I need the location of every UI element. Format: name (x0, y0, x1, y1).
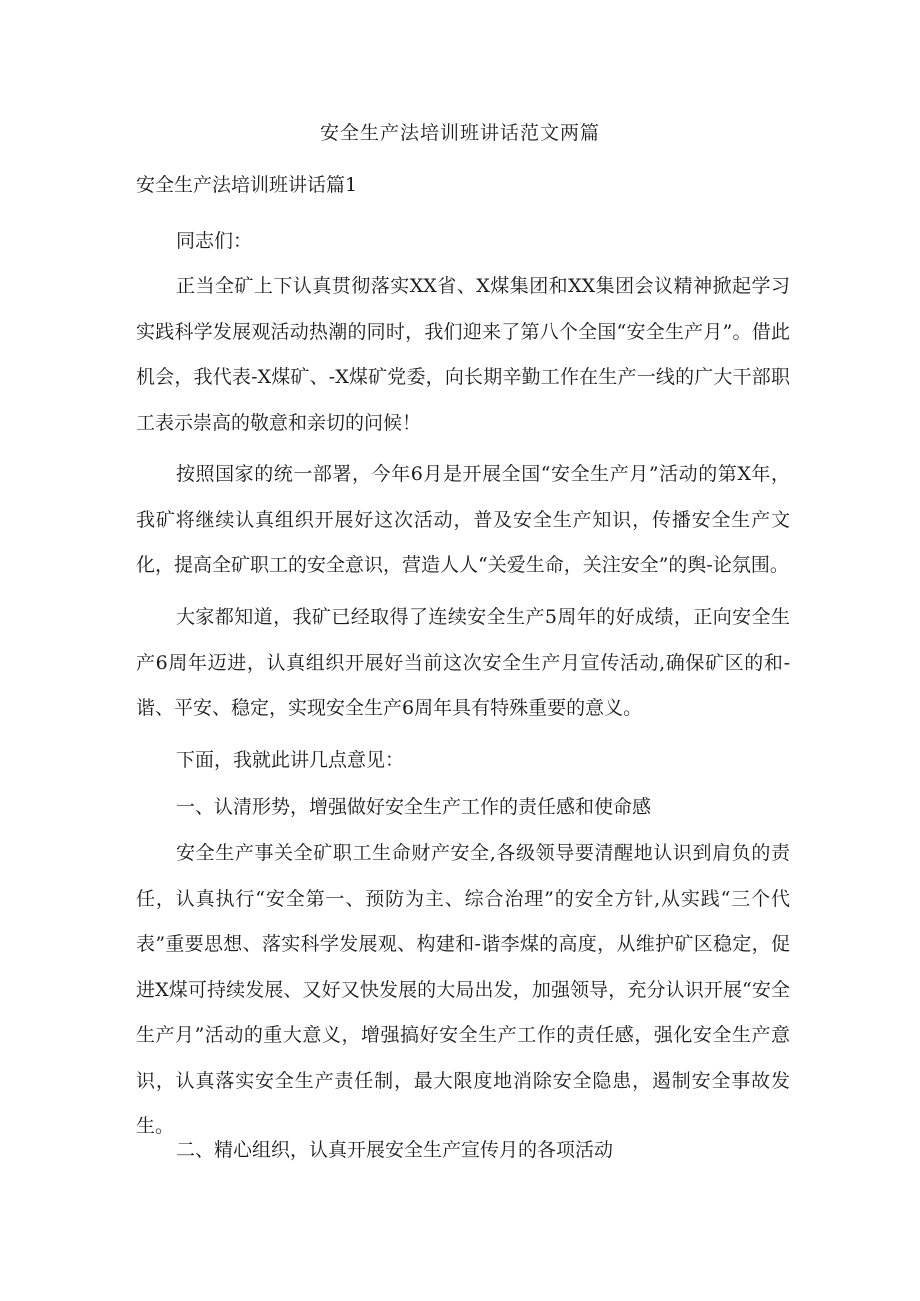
heading-point-two: 二、精心组织，认真开展安全生产宣传月的各项活动 (176, 1139, 614, 1161)
section-heading: 安全生产法培训班讲话篇1 (136, 174, 358, 196)
paragraph-opinions-intro: 下面，我就此讲几点意见： (176, 749, 405, 771)
heading-point-one: 一、认清形势，增强做好安全生产工作的责任感和使命感 (176, 796, 652, 818)
paragraph-deployment: 按照国家的统一部署，今年6月是开展全国“安全生产月”活动的第X年，我矿将继续认真组织开展好这次活动，普及安全生产知识，传播安全生产文化，提高全矿职工的安全意识，营造人人“关爱生命，关注安全”的舆-论氛围。 (136, 463, 790, 576)
document-title: 安全生产法培训班讲话范文两篇 (319, 122, 600, 144)
paragraph-intro: 正当全矿上下认真贯彻落实XX省、X煤集团和XX集团会议精神掀起学习实践科学发展观活动热潮的同时，我们迎来了第八个全国“安全生产月”。借此机会，我代表-X煤矿、-X煤矿党委，向长期辛勤工作在生产一线的广大干部职工表示崇高的敬意和亲切的问候！ (136, 275, 790, 434)
paragraph-point-one-body: 安全生产事关全矿职工生命财产安全,各级领导要清醒地认识到肩负的责任，认真执行“安全第一、预防为主、综合治理”的安全方针,从实践“三个代表”重要思想、落实科学发展观、构建和-谐李煤的高度，从维护矿区稳定，促进X煤可持续发展、又好又快发展的大局出发，加强领导，充分认识开展“安全生产月”活动的重大意义，增强搞好安全生产工作的责任感，强化安全生产意识，认真落实安全生产责任制，最大限度地消除安全隐患，遏制安全事故发生。 (136, 842, 790, 1137)
paragraph-greeting: 同志们： (176, 230, 253, 252)
paragraph-achievement: 大家都知道，我矿已经取得了连续安全生产5周年的好成绩，正向安全生产6周年迈进，认真组织开展好当前这次安全生产月宣传活动,确保矿区的和-谐、平安、稳定，实现安全生产6周年具有特殊重要的意义。 (136, 606, 790, 719)
